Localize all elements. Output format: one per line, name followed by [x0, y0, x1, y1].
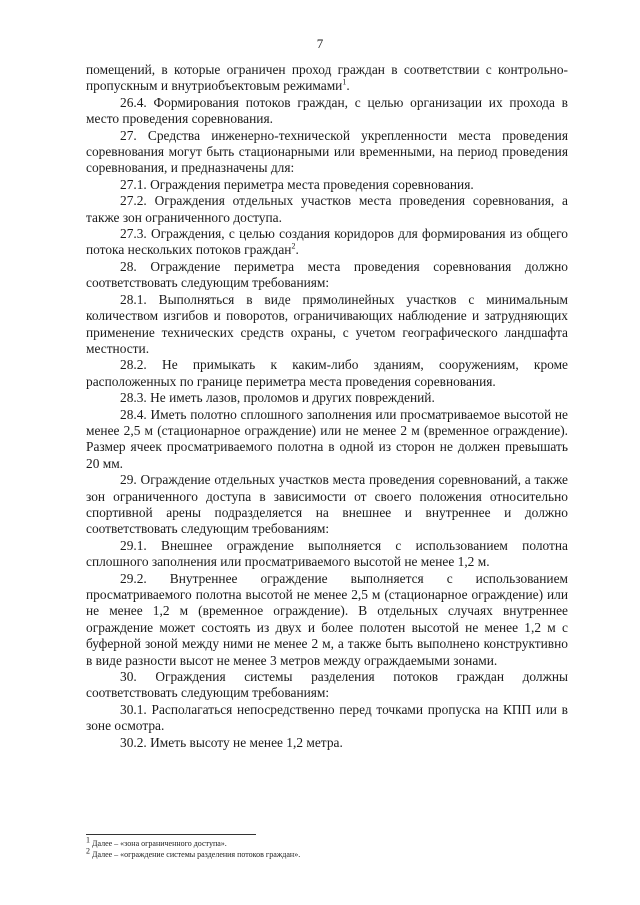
paragraph-27-2: 27.2. Ограждения отдельных участков места проведения соревнования, а также зон ограниченного доступа.: [86, 193, 568, 225]
paragraph-30-1: 30.1. Располагаться непосредственно перед точками пропуска на КПП или в зоне осмотра.: [86, 701, 568, 734]
paragraph-26-4: 26.4. Формирования потоков граждан, с целью организации их прохода в место проведения соревнования.: [86, 94, 568, 127]
paragraph-29: 29. Ограждение отдельных участков места проведения соревнований, а также зон ограниченного доступа в зависимости от своего положения относительно спортивной арены подразделяется на внешнее и внутреннее и должно соответствовать следующим требованиям:: [86, 472, 568, 537]
footnotes: [86, 835, 568, 860]
footnote-text: Далее – «зона ограниченного доступа».: [92, 839, 227, 848]
paragraph-28-2: 28.2. Не примыкать к каким-либо зданиям, сооружениям, кроме расположенных по границе периметра места проведения соревнования.: [86, 357, 568, 389]
page-number: 7: [316, 36, 324, 51]
paragraph-text: помещений, в которые ограничен проход граждан в соответствии с контрольно-пропускным и внутриобъектовым режимами: [86, 62, 568, 94]
paragraph-28-4: 28.4. Иметь полотно сплошного заполнения или просматриваемое высотой не менее 2,5 м (стационарное ограждение) или не менее 2 м (временное ограждение). Размер ячеек просматриваемого полотна в одной из сторон не должен превышать 20 мм.: [86, 406, 568, 471]
document-body: [86, 62, 568, 751]
footnote-1: [86, 835, 568, 849]
paragraph-27-1: 27.1. Ограждения периметра места проведения соревнования.: [120, 176, 474, 192]
footnote-2: [86, 846, 568, 860]
paragraph-29-2: 29.2. Внутреннее ограждение выполняется с использованием просматриваемого полотна высотой не менее 2,5 м (стационарное ограждение) или не менее 1,2 м (временное ограждение). В отдельных случаях внутреннее ограждение может состоять из двух и более полотен высотой не менее 1,2 м с буферной зоной между ними не менее 2 м, а также быть выполнено конструктивно в виде разности высот не менее 3 метров между ограждаемыми зонами.: [86, 570, 568, 668]
footnote-mark: 1: [86, 835, 90, 845]
paragraph-27: 27. Средства инженерно-технической укрепленности места проведения соревнования могут быть стационарными или временными, на период проведения соревнования, и предназначены для:: [86, 127, 568, 176]
paragraph-tail: .: [346, 78, 350, 94]
paragraph-text: 27.3. Ограждения, с целью создания коридоров для формирования из общего потока нескольких потоков граждан: [86, 226, 568, 258]
paragraph-29-1: 29.1. Внешнее ограждение выполняется с использованием полотна сплошного заполнения или просматриваемого высотой не менее 1,2 м.: [86, 537, 568, 570]
paragraph-30-2: 30.2. Иметь высоту не менее 1,2 метра.: [120, 734, 343, 750]
paragraph-30: 30. Ограждения системы разделения потоков граждан должны соответствовать следующим требованиям:: [86, 669, 568, 701]
paragraph-continuation: [86, 62, 568, 95]
paragraph-27-3: [86, 226, 568, 259]
paragraph-28-3: 28.3. Не иметь лазов, проломов и других повреждений.: [120, 390, 435, 406]
paragraph-28-1: 28.1. Выполняться в виде прямолинейных участков с минимальным количеством изгибов и поворотов, ограничивающих наблюдение и затрудняющих применение технических средств охраны, с учетом географического ландшафта местности.: [86, 291, 568, 356]
paragraph-28: 28. Ограждение периметра места проведения соревнования должно соответствовать следующим требованиям:: [86, 258, 568, 291]
footnote-ref-1: 1: [342, 77, 347, 87]
footnote-mark: 2: [86, 846, 90, 856]
footnote-ref-2: 2: [291, 242, 296, 251]
paragraph-tail: .: [295, 242, 299, 258]
footnote-divider: [86, 834, 256, 835]
footnote-text: Далее – «ограждение системы разделения потоков граждан».: [92, 850, 301, 859]
